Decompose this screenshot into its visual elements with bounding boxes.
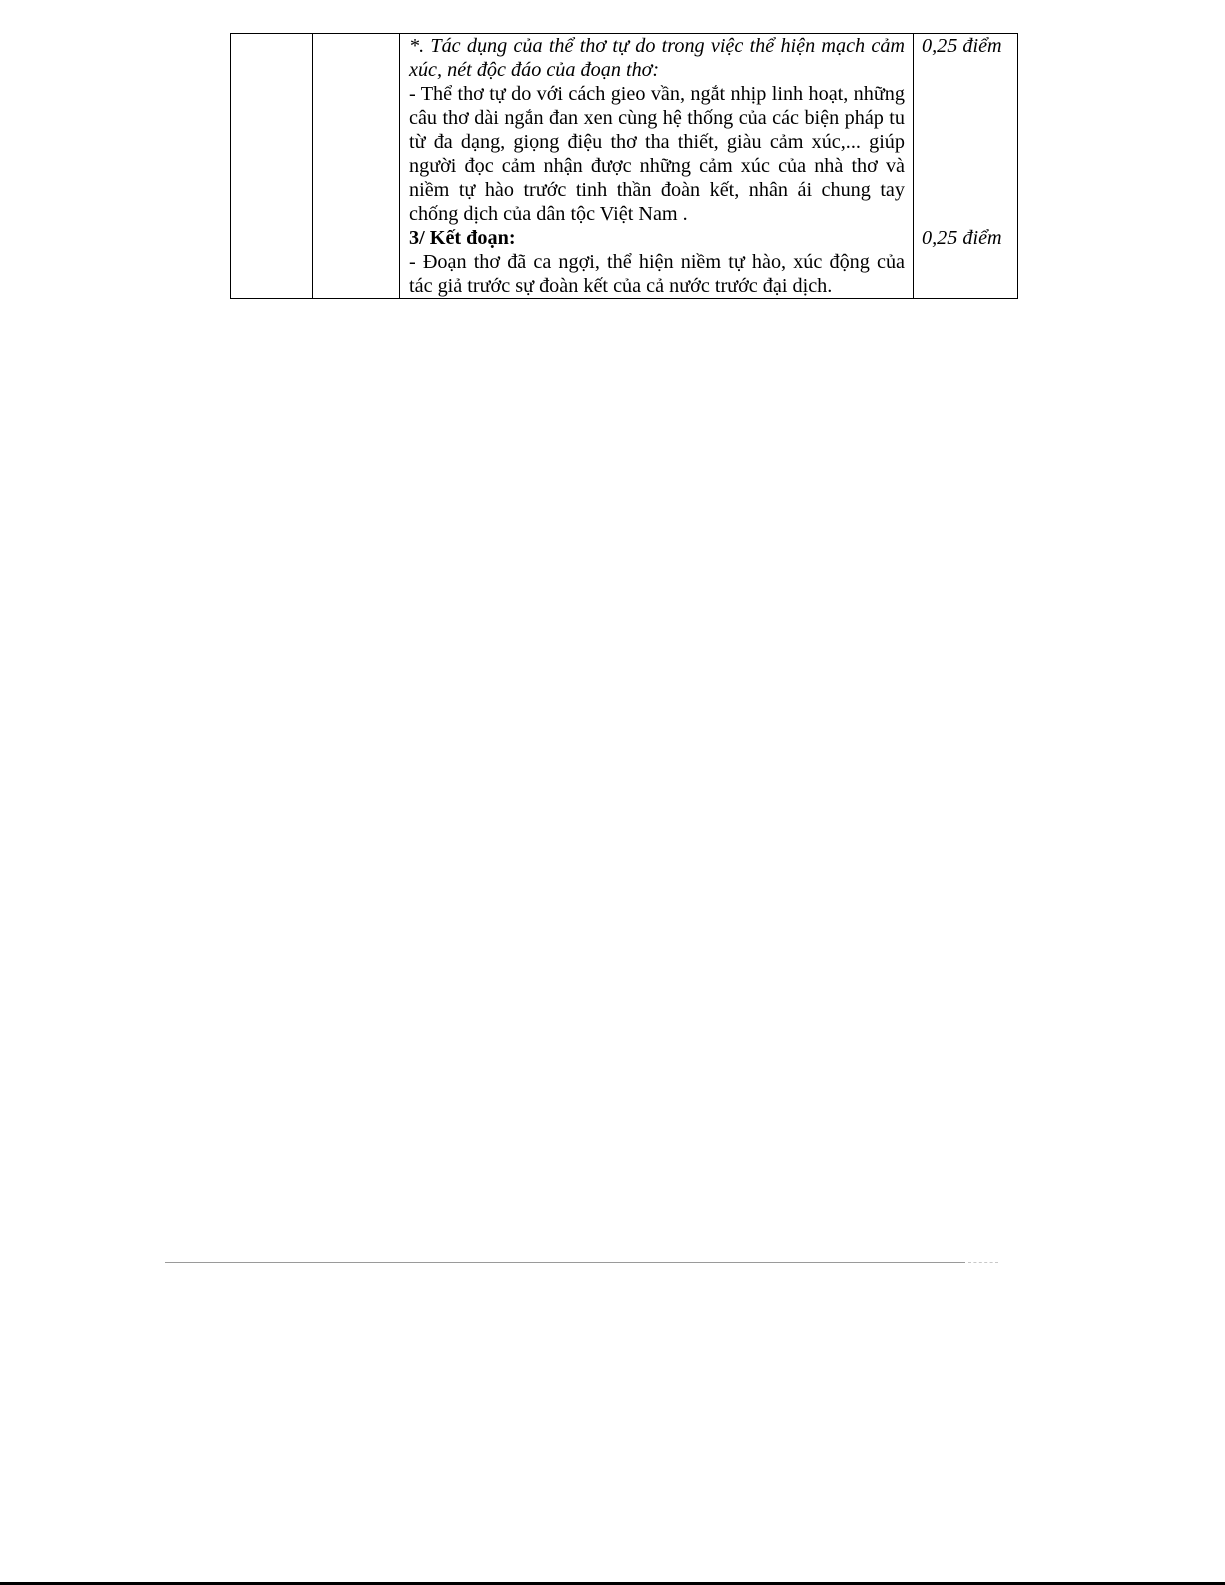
content-cell <box>400 34 914 299</box>
paragraph-free-verse: - Thể thơ tự do với cách gieo vần, ngắt nhịp linh hoạt, những câu thơ dài ngắn đan xen cùng hệ thống của các biện pháp tu từ đa dạng, giọng điệu thơ tha thiết, giàu cảm xúc,... giúp người đọc cảm nhận được những cảm xúc của nhà thơ và niềm tự hào trước tinh thần đoàn kết, nhân ái chung tay chống dịch của dân tộc Việt Nam . <box>409 83 905 225</box>
score-label: 0,25 điểm <box>922 35 1002 57</box>
empty-cell-section <box>231 34 313 299</box>
answer-table <box>230 33 1018 299</box>
score-cell <box>914 34 1018 299</box>
footer-divider <box>165 1262 965 1263</box>
score-label: 0,25 điểm <box>922 227 1002 249</box>
table-row <box>231 34 1018 299</box>
conclusion-heading: 3/ Kết đoạn: <box>409 227 516 249</box>
footer-divider-dashes <box>968 1262 998 1263</box>
empty-cell-part <box>313 34 400 299</box>
italic-heading: *. Tác dụng của thể thơ tự do trong việc thể hiện mạch cảm xúc, nét độc đáo của đoạn thơ: <box>409 35 905 81</box>
paragraph-conclusion: - Đoạn thơ đã ca ngợi, thể hiện niềm tự hào, xúc động của tác giả trước sự đoàn kết của cả nước trước đại dịch. <box>409 251 905 297</box>
